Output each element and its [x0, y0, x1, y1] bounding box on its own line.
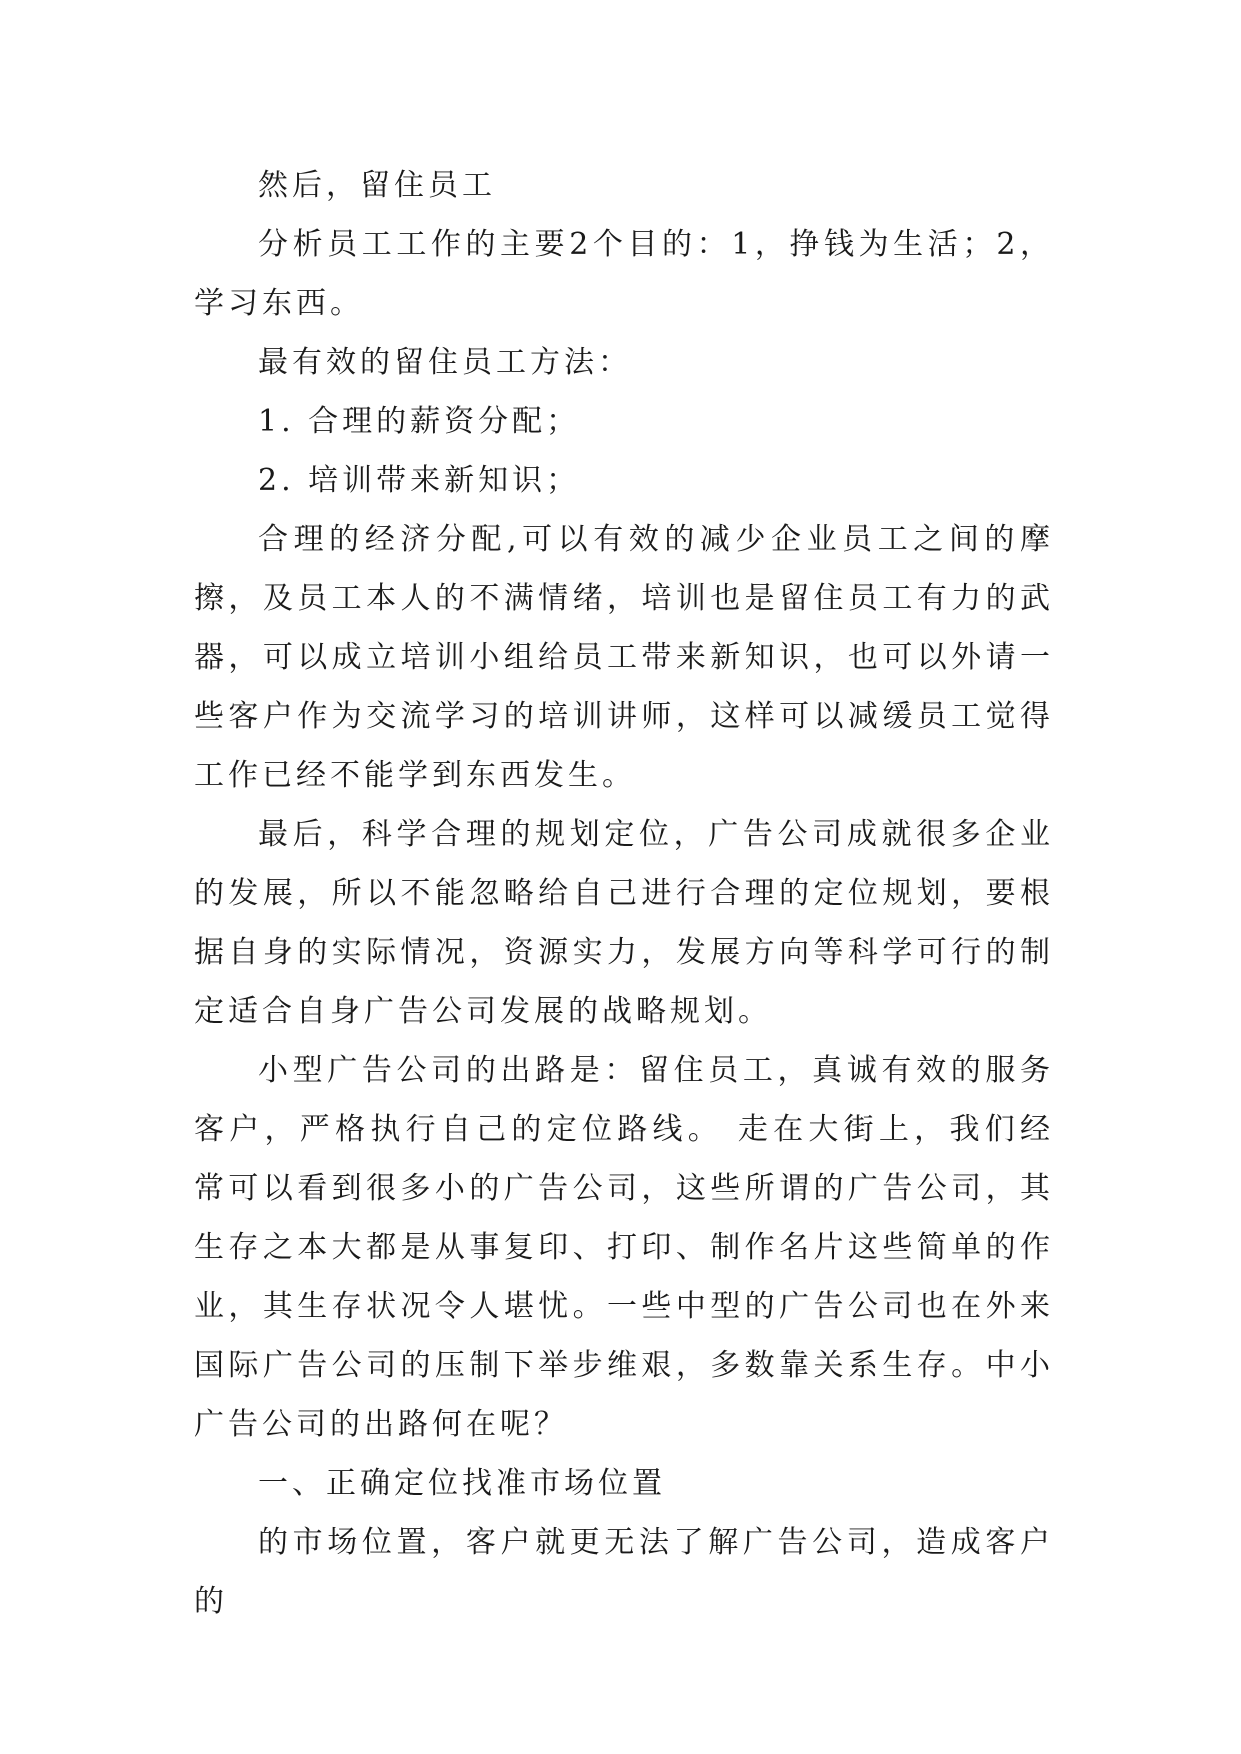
document-body	[194, 156, 1054, 1631]
section-heading-positioning: 一、正确定位找准市场位置	[258, 1466, 666, 1501]
paragraph-small-agency-outlook: 小型广告公司的出路是：留住员工，真诚有效的服务客户，严格执行自己的定位路线。 走在大街上，我们经常可以看到很多小的广告公司，这些所谓的广告公司，其生存之本大都是从事复印、打印、制作名片这些简单的作业，其生存状况令人堪忧。一些中型的广告公司也在外来国际广告公司的压制下举步维艰，多数靠关系生存。中小广告公司的出路何在呢？	[194, 1053, 1054, 1442]
paragraph-retention-methods-intro: 最有效的留住员工方法：	[258, 345, 632, 380]
paragraph-retain-staff-heading: 然后，留住员工	[258, 168, 496, 203]
list-item-training: 2. 培训带来新知识；	[258, 463, 581, 498]
list-item-salary: 1. 合理的薪资分配；	[258, 404, 581, 439]
paragraph-work-purposes: 分析员工工作的主要2个目的：1，挣钱为生活；2，学习东西。	[194, 227, 1054, 321]
paragraph-economic-distribution: 合理的经济分配,可以有效的减少企业员工之间的摩擦，及员工本人的不满情绪，培训也是留住员工有力的武器，可以成立培训小组给员工带来新知识，也可以外请一些客户作为交流学习的培训讲师，这样可以减缓员工觉得工作已经不能学到东西发生。	[194, 522, 1054, 793]
paragraph-market-position: 的市场位置，客户就更无法了解广告公司，造成客户的	[194, 1525, 1054, 1619]
paragraph-planning-positioning: 最后，科学合理的规划定位，广告公司成就很多企业的发展，所以不能忽略给自己进行合理的定位规划，要根据自身的实际情况，资源实力，发展方向等科学可行的制定适合自身广告公司发展的战略规划。	[194, 817, 1054, 1029]
